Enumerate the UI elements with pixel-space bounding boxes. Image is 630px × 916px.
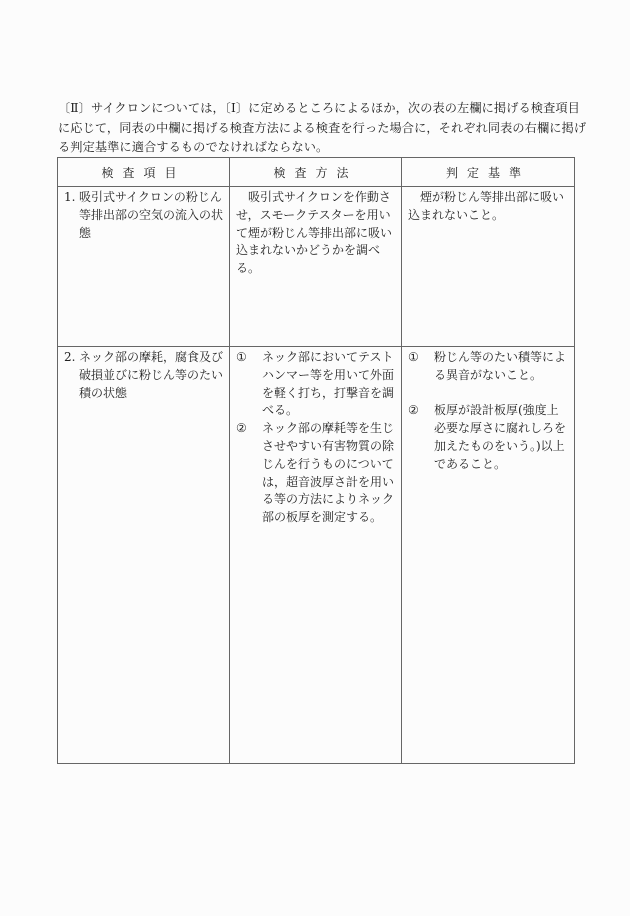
step-text: ネック部の摩耗等を生じさせやすい有害物質の除じんを行うものについては，超音波厚さ計を用いる等の方法によりネック部の板厚を測定する。 bbox=[262, 421, 395, 525]
criteria-text: 煙が粉じん等排出部に吸い込まれないこと。 bbox=[408, 190, 565, 222]
method-step bbox=[236, 420, 397, 527]
step-marker: ① bbox=[408, 350, 419, 364]
step-marker: ② bbox=[236, 421, 247, 436]
header-inspection-method: 検査方法 bbox=[230, 158, 402, 187]
criteria-step bbox=[408, 402, 570, 473]
step-text: ネック部においてテストハンマー等を用いて外面を軽く打ち，打撃音を調べる。 bbox=[262, 350, 395, 418]
criteria-cell bbox=[402, 187, 575, 347]
item-number: 1. bbox=[64, 190, 76, 204]
item-number: 2. bbox=[64, 350, 76, 364]
item-text: 吸引式サイクロンの粉じん等排出部の空気の流入の状態 bbox=[79, 190, 224, 240]
intro-paragraph bbox=[58, 99, 587, 158]
intro-line: 〔Ⅱ〕サイクロンについては，〔Ⅰ〕に定めるところによるほか，次の表の左欄に掲げる検査項目 bbox=[58, 101, 580, 115]
intro-line: に応じて，同表の中欄に掲げる検査方法による検査を行った場合に，それぞれ同表の右欄に掲げ bbox=[58, 120, 587, 135]
item-cell bbox=[58, 347, 230, 764]
table-row bbox=[58, 187, 575, 347]
step-marker: ② bbox=[408, 403, 419, 418]
method-cell bbox=[230, 187, 402, 347]
table-header-row bbox=[58, 158, 575, 187]
item-cell bbox=[58, 187, 230, 347]
header-judgement-criteria: 判定基準 bbox=[402, 158, 575, 187]
header-inspection-item: 検査項目 bbox=[58, 158, 230, 187]
criteria-cell bbox=[402, 347, 575, 764]
table-row bbox=[58, 347, 575, 764]
method-step bbox=[236, 349, 397, 420]
step-marker: ① bbox=[236, 350, 247, 364]
step-text: 粉じん等のたい積等による異音がないこと。 bbox=[434, 350, 567, 382]
step-text: 板厚が設計板厚(強度上必要な厚さに腐れしろを加えたものをいう。)以上であること。 bbox=[434, 403, 567, 471]
method-cell bbox=[230, 347, 402, 764]
inspection-table bbox=[57, 157, 575, 764]
method-text: 吸引式サイクロンを作動させ，スモークテスターを用いて煙が粉じん等排出部に吸い込まれないかどうかを調べる。 bbox=[236, 190, 393, 276]
criteria-step bbox=[408, 349, 570, 385]
item-text: ネック部の摩耗，腐食及び破損並びに粉じん等のたい積の状態 bbox=[79, 350, 224, 400]
intro-line: る判定基準に適合するものでなければならない。 bbox=[58, 140, 329, 154]
